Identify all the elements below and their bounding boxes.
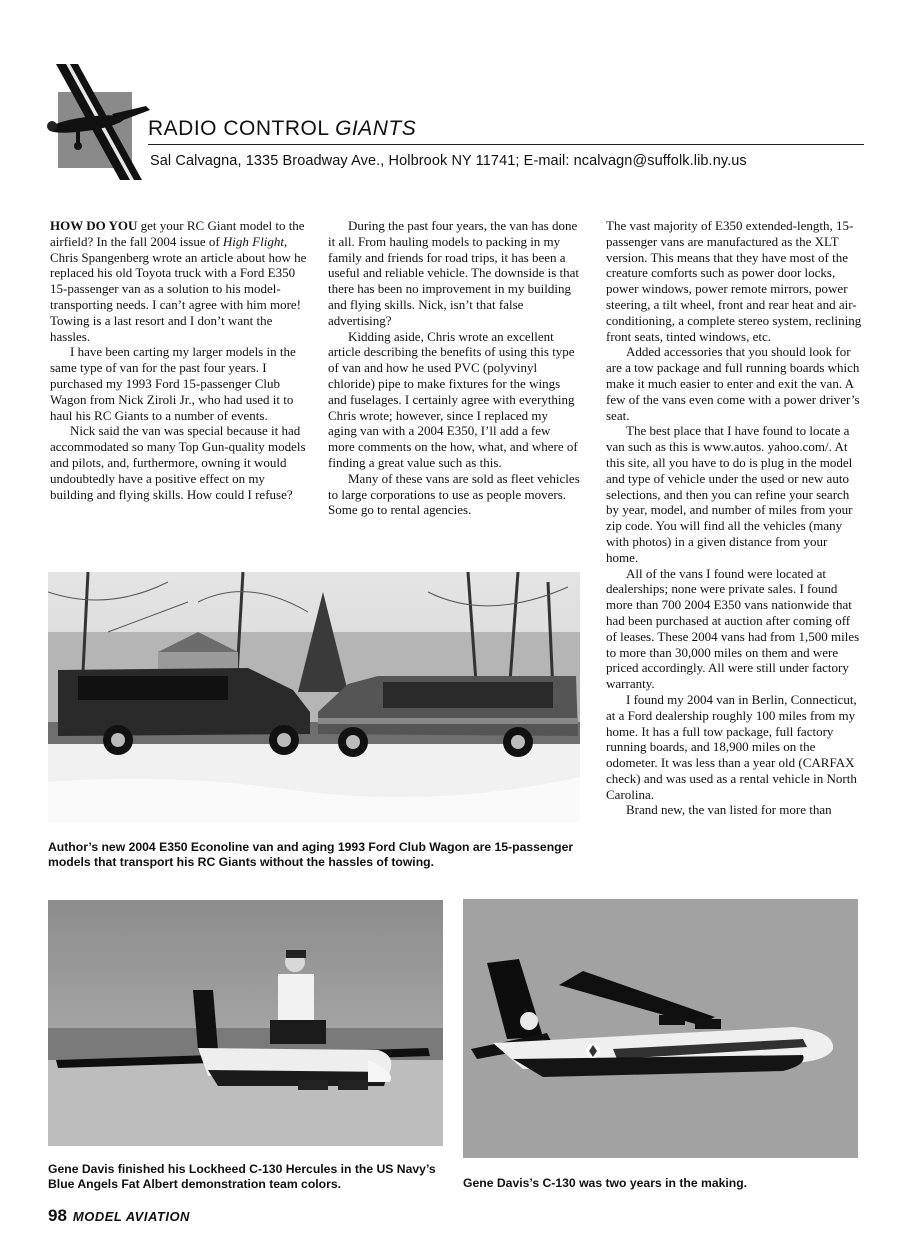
vans-photo	[48, 572, 580, 822]
vans-photo-caption: Author’s new 2004 E350 Econoline van and aging 1993 Ford Club Wagon are 15-passenger models that transport his RC Giants without the hassles of towing.	[48, 840, 574, 869]
column-title: RADIO CONTROL GIANTS	[148, 117, 417, 140]
page-footer	[48, 1206, 190, 1226]
article-column-1	[50, 218, 308, 502]
column-logo	[46, 62, 156, 184]
paragraph: Added accessories that you should look for are a tow package and full running boards which make it much easier to enter and exit the van. A few of the vans even come with a power driver’s seat.	[606, 344, 860, 423]
paragraph: The best place that I have found to locate a van such as this is www.autos. yahoo.com/. At this site, all you have to do is plug in the model and type of vehicle under the used or new auto selections, and then you can refine your search by year, model, and number of miles from your zip code. You will find all the vehicles (many with photos) in a given distance from your home.	[606, 423, 853, 565]
c130-ground-photo	[48, 900, 443, 1146]
header-rule	[148, 144, 864, 145]
magazine-name: MODEL AVIATION	[72, 1209, 190, 1224]
paragraph: During the past four years, the van has done it all. From hauling models to packing in my family and friends for road trips, it has been a useful and reliable vehicle. The downside is that there has been no improvement in my building and flying skills. Nick, isn’t that false advertising?	[328, 218, 580, 328]
author-byline: Sal Calvagna, 1335 Broadway Ave., Holbrook NY 11741; E-mail: ncalvagn@suffolk.lib.ny.us	[150, 153, 747, 169]
paragraph: Many of these vans are sold as fleet vehicles to large corporations to use as people movers. Some go to rental agencies.	[328, 470, 580, 518]
page-number: 98	[48, 1206, 67, 1225]
paragraph: HOW DO YOU get your RC Giant model to the airfield? In the fall 2004 issue of High Flight, Chris Spangenberg wrote an article about how he replaced his old Toyota truck with a Ford E350 15-passenger van as a solution to his model-transporting needs. I can’t agree with him more! Towing is a last resort and I don’t want the hassles.	[50, 218, 307, 344]
c130-flight-photo	[463, 899, 858, 1158]
paragraph: I have been carting my larger models in the same type of van for the past four years. I purchased my 1993 Ford 15-passenger Club Wagon from Nick Ziroli Jr., who had used it to haul his RC Giants to a number of events.	[50, 344, 296, 423]
c130-ground-caption: Gene Davis finished his Lockheed C-130 Hercules in the US Navy’s Blue Angels Fat Albert demonstration team colors.	[48, 1162, 436, 1191]
paragraph: Kidding aside, Chris wrote an excellent article describing the benefits of using this type of van and how he used PVC (polyvinyl chloride) pipe to make fixtures for the wings and fuselages. I certainly agree with everything Chris wrote; however, since I replaced my aging van with a 2004 E350, I’ll add a few more comments on the how, what, and where of finding a great value such as this.	[328, 328, 578, 470]
paragraph: The vast majority of E350 extended-length, 15-passenger vans are manufactured as the XLT version. This means that they have most of the creature comforts such as power door locks, power windows, power remote mirrors, power steering, a tilt wheel, front and rear heat and air-conditioning, a complete stereo system, reclining front seats, tinted windows, etc.	[606, 218, 862, 344]
paragraph: I found my 2004 van in Berlin, Connecticut, at a Ford dealership roughly 100 miles from my home. It has a full tow package, full factory running boards, and 18,900 miles on the odometer. It was less than a year old (CARFAX check) and was used as a rental vehicle in North Carolina.	[606, 691, 857, 802]
paragraph: Brand new, the van listed for more than	[626, 802, 832, 818]
c130-flight-caption: Gene Davis’s C-130 was two years in the making.	[463, 1176, 748, 1190]
article-column-3	[606, 218, 862, 818]
paragraph: All of the vans I found were located at dealerships; none were private sales. I found more than 700 2004 E350 vans nationwide that had been purchased at auction after coming off of leases. These 2004 vans had from 1,500 miles to more than 30,000 miles on them and were priced accordingly. All were still under factory warranty.	[606, 565, 860, 692]
paragraph: Nick said the van was special because it had accommodated so many Top Gun-quality models and pilots, and, furthermore, owning it would undoubtedly have a positive effect on my building and flying skills. How could I refuse?	[50, 423, 306, 502]
article-column-2	[328, 218, 580, 518]
